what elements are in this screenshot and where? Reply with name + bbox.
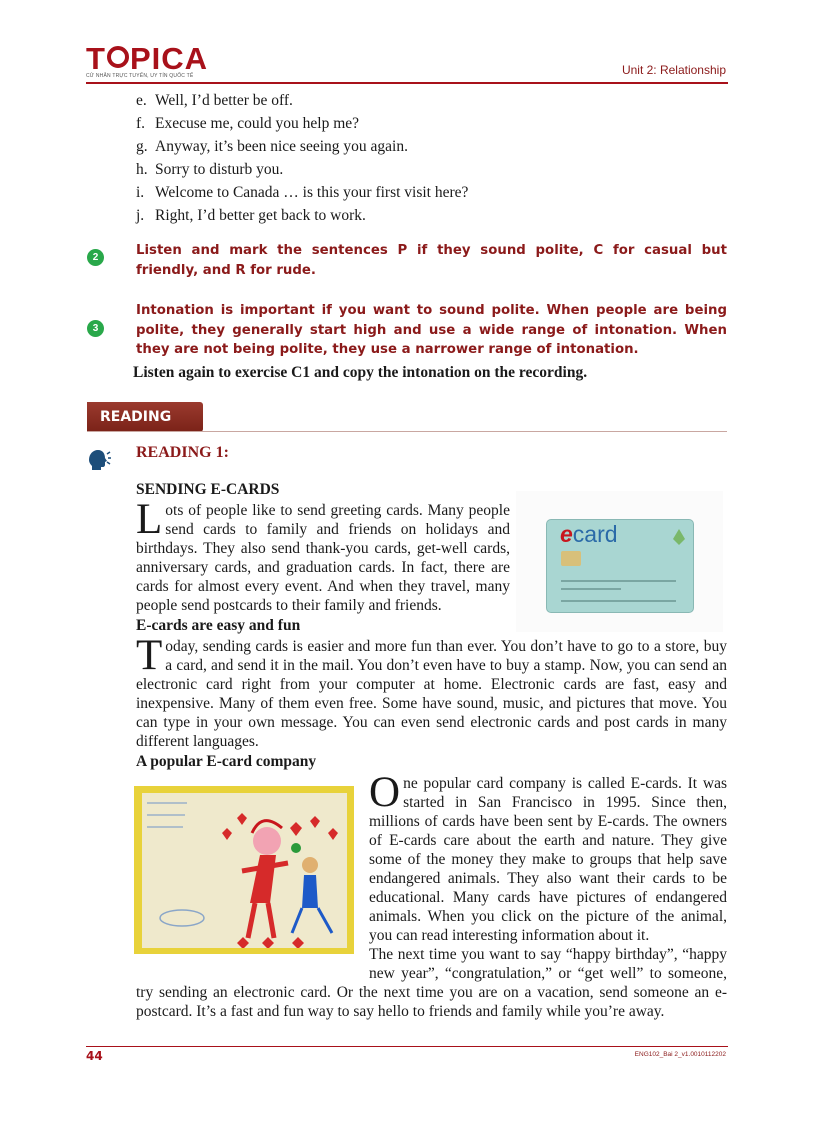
leaf-icon: [671, 528, 687, 546]
child-drawing-image: [134, 786, 354, 954]
page-number: 44: [86, 1049, 103, 1063]
paragraph-2: Today, sending cards is easier and more fun than ever. You don’t have to go to a store, buy a card, and send it in the mail. You don’t even have to buy a stamp. Now, you can send an electronic card right from your computer at home. Electronic cards are fast, easy and inexpensive. Many of them even free. Some have sound, music, and pictures that move. You can type in your own message. You can even send electronic cards and post cards in many different languages.: [136, 632, 727, 750]
logo-text-left: T: [86, 41, 106, 76]
reading-title: READING 1:: [136, 444, 229, 461]
article-title: SENDING E-CARDS: [136, 481, 280, 498]
reading-section-banner: READING: [87, 402, 203, 432]
list-item: e. Well, I’d better be off.: [136, 92, 293, 109]
exercise-3-badge: 3: [87, 320, 104, 337]
ecard-image: [516, 491, 723, 632]
phrase-list: [136, 89, 736, 227]
card-line: [561, 600, 676, 602]
header-divider: [86, 82, 728, 84]
subheading-easy-fun: E-cards are easy and fun: [136, 617, 301, 634]
drawing-paper: [142, 793, 347, 948]
paragraph-1: Lots of people like to send greeting cards. Many people send cards to family and friends on holidays and birthdays. They also send thank-you cards, get-well cards, anniversary cards, and graduation cards. In fact, there are cards for almost every event. And when they travel, many people send postcards to their family and friends.: [136, 496, 510, 614]
drop-cap: O: [369, 769, 401, 816]
image-wrap-spacer: [136, 945, 369, 983]
banner-divider: [87, 431, 727, 432]
exercise-2-instruction: Listen and mark the sentences P if they sound polite, C for casual but friendly, and R for rude.: [136, 243, 727, 278]
logo-tagline: CỬ NHÂN TRỰC TUYẾN, UY TÍN QUỐC TẾ: [86, 73, 194, 79]
ecard-logo: ecard: [560, 521, 618, 547]
ecard-card: [546, 519, 694, 613]
logo-text-right: PICA: [129, 41, 209, 76]
exercise-2-badge: 2: [87, 249, 104, 266]
card-line: [561, 580, 676, 582]
paragraph-4: The next time you want to say “happy birthday”, “happy new year”, “congratulation,” or “get well” to someone, try sending an electronic card. Or the next time you are on a vacation, send someone an e-postcard. It’s a fast and fun way to say hello to friends and family while you’re away.: [136, 946, 727, 1020]
drop-cap: T: [136, 632, 163, 679]
card-chip-icon: [561, 551, 581, 566]
list-item: f. Execuse me, could you help me?: [136, 115, 360, 132]
unit-title: Unit 2: Relationship: [621, 63, 726, 77]
subheading-popular-company: A popular E-card company: [136, 753, 317, 770]
logo-o-icon: [107, 46, 129, 68]
list-item: i. Welcome to Canada … is this your first visit here?: [136, 184, 469, 201]
list-item: h. Sorry to disturb you.: [136, 161, 284, 178]
exercise-3-instruction: Intonation is important if you want to sound polite. When people are being polite, they generally start high and use a wide range of intonation. When they are not being polite, they use a narrower range of intonation.: [136, 303, 727, 357]
footer-divider: [86, 1046, 728, 1047]
speaker-head-icon: [86, 446, 112, 477]
drop-cap: L: [136, 496, 163, 543]
paragraph-3: One popular card company is called E-cards. It was started in San Francisco in 1995. Since then, millions of cards have been sent by E-cards. The owners of E-cards care about the earth and nature. They give some of the money they make to groups that help save endangered animals. They also want their cards to be educational. Many cards have pictures of endangered animals. When you click on the picture of the animal, you can read interesting information about it.: [369, 769, 727, 944]
list-item: j. Right, I’d better get back to work.: [136, 207, 366, 224]
card-line: [561, 588, 621, 590]
list-item: g. Anyway, it’s been nice seeing you again.: [136, 138, 408, 155]
listen-again-instruction: Listen again to exercise C1 and copy the intonation on the recording.: [133, 364, 588, 381]
document-code: ENG102_Bai 2_v1.0010112202: [634, 1051, 726, 1058]
